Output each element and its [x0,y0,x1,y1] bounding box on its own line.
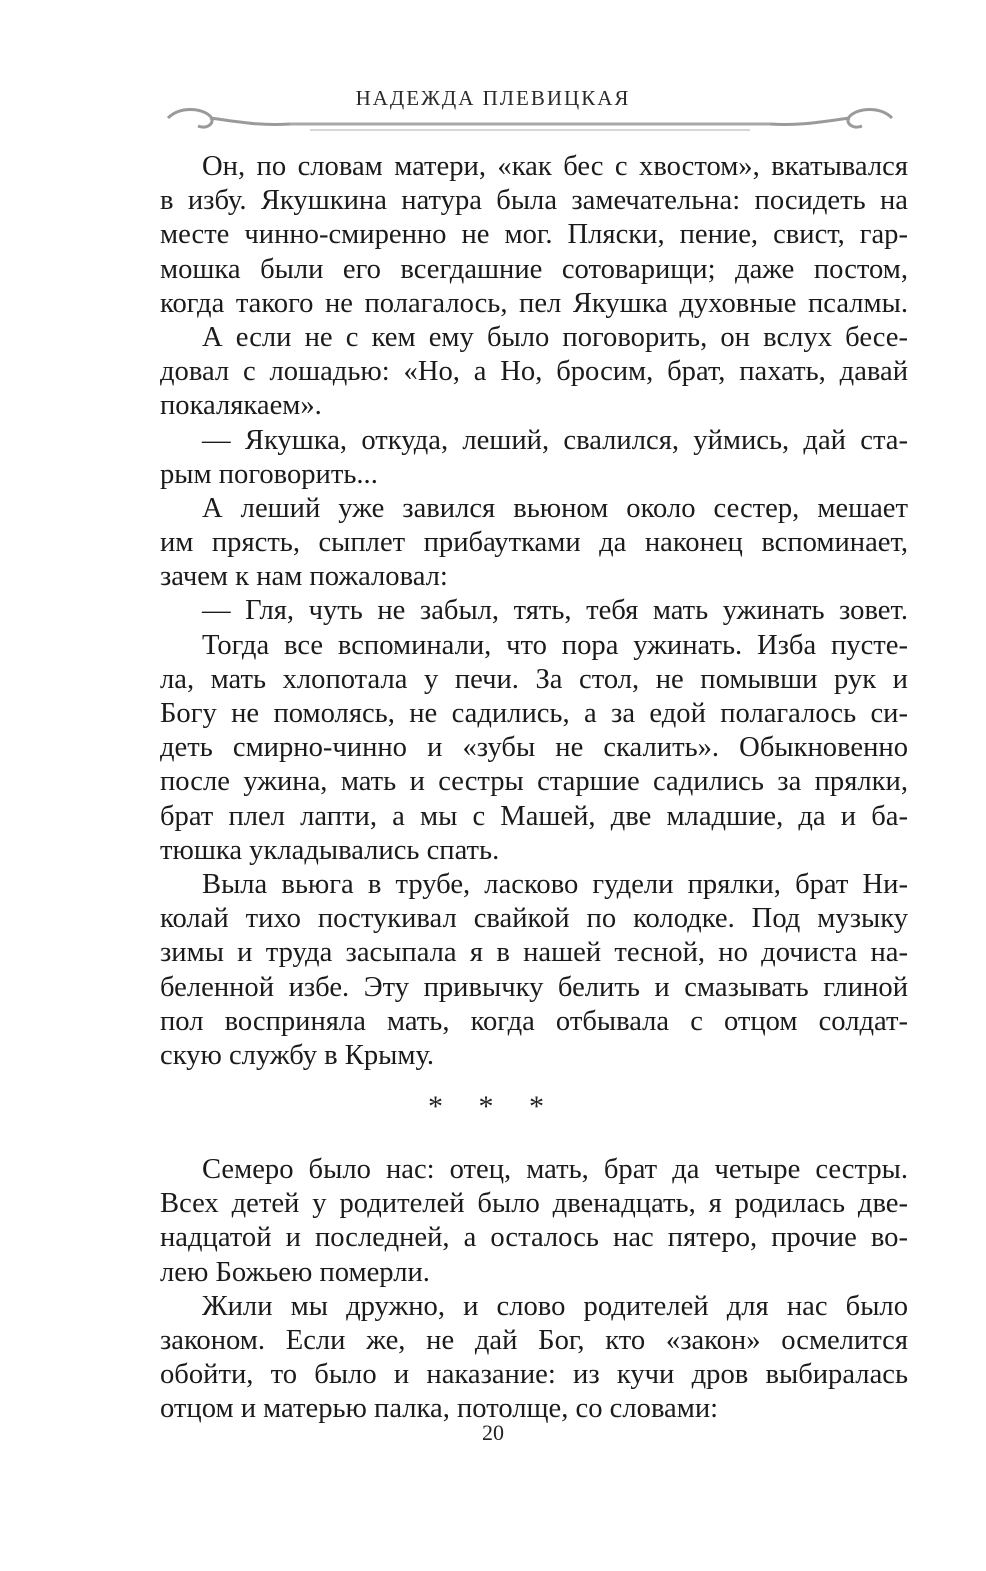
text-line: лею Божьею померли. [160,1256,430,1288]
text-line: Тогда все вспоминали, что пора ужинать. Изба пусте- [202,629,908,661]
text-line: покалякаем». [160,390,322,422]
text-line: зимы и труда засыпала я в нашей тесной, но дочиста на- [160,937,908,969]
text-line: обойти, то было и наказание: из кучи дров выбиралась [160,1359,908,1391]
text-line: Всех детей у родителей было двенадцать, я родилась две- [160,1188,908,1220]
text-line: после ужина, мать и сестры старшие садились за прялки, [160,766,908,798]
text-line: пол восприняла мать, когда отбывала с отцом солдат- [160,1005,908,1037]
text-line: беленной избе. Эту привычку белить и смазывать глиной [160,971,908,1003]
section-separator: * * * [428,1090,558,1123]
text-line: деть смирно-чинно и «зубы не скалить». Обыкновенно [160,732,908,764]
text-line: в избу. Якушкина натура была замечательна: посидеть на [160,185,908,217]
text-line: Жили мы дружно, и слово родителей для нас было [202,1290,908,1322]
running-head-title: НАДЕЖДА ПЛЕВИЦКАЯ [355,86,631,110]
header-ornament-icon [150,100,910,140]
text-line: Выла вьюга в трубе, ласково гудели прялки, брат Ни- [202,868,908,900]
text-line: законом. Если же, не дай Бог, кто «закон» осмелится [160,1324,908,1356]
text-line: тюшка укладывались спать. [160,834,500,866]
text-line: отцом и матерью палка, потолще, со словами: [160,1393,719,1425]
text-line: Семеро было нас: отец, мать, брат да четыре сестры. [202,1154,908,1185]
text-line: Богу не помолясь, не садились, а за едой полагалось си- [160,698,908,729]
text-line: довал с лошадью: «Но, а Но, бросим, брат, пахать, давай [160,356,908,388]
text-line: мошка были его всегдашние сотоварищи; даже постом, [160,253,908,285]
text-line: — Гля, чуть не забыл, тять, тебя мать ужинать зовет. [202,595,908,627]
text-line: — Якушка, откуда, леший, свалился, уймись, дай ста- [202,424,908,456]
text-line: месте чинно-смиренно не мог. Пляски, пение, свист, гар- [160,219,908,251]
text-line: А леший уже завился вьюном около сестер, мешает [202,492,908,524]
text-line: зачем к нам пожаловал: [160,561,448,593]
text-line: надцатой и последней, а осталось нас пятеро, прочие во- [160,1222,908,1254]
text-line: ла, мать хлопотала у печи. За стол, не помывши рук и [160,663,908,695]
page-number: 20 [482,1420,504,1445]
text-line: им прясть, сыплет прибаутками да наконец вспоминает, [160,527,908,559]
text-line: когда такого не полагалось, пел Якушка духовные псалмы. [160,287,908,319]
text-line: колай тихо постукивал свайкой по колодке. Под музыку [160,903,908,935]
text-line: Он, по словам матери, «как бес с хвостом», вкатывался [202,151,908,182]
body-text-section-1 [160,150,908,1073]
body-text-section-2 [160,1153,908,1427]
text-line: рым поговорить... [160,458,378,490]
text-line: скую службу в Крыму. [160,1039,435,1071]
text-line: А если не с кем ему было поговорить, он вслух бесе- [202,321,908,353]
text-line: брат плел лапти, а мы с Машей, две младшие, да и ба- [160,800,908,832]
